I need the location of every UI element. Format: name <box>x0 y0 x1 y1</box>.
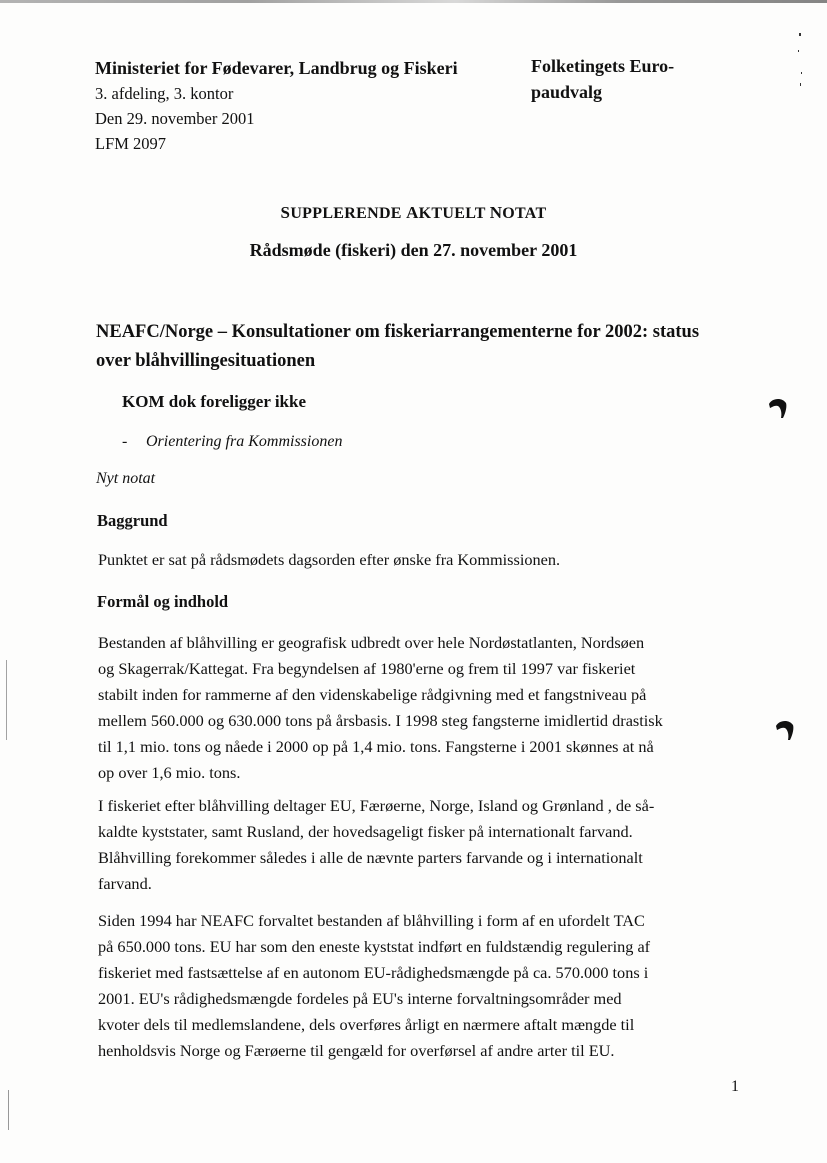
paragraph-line: til 1,1 mio. tons og nåede i 2000 op på 1,4 mio. tons. Fangsterne i 2001 skønnes at nå <box>98 737 654 756</box>
department: 3. afdeling, 3. kontor <box>95 84 234 103</box>
topic-line: over blåhvillingesituationen <box>96 351 316 371</box>
paragraph-3 <box>98 908 743 1064</box>
doc-type-cap: N <box>489 203 503 222</box>
baggrund-paragraph: Punktet er sat på rådsmødets dagsorden efter ønske fra Kommissionen. <box>98 550 561 569</box>
meeting-title: Rådsmøde (fiskeri) den 27. november 2001 <box>249 240 578 260</box>
doc-type-cap: A <box>406 203 419 222</box>
recipient-block <box>531 53 674 105</box>
sender-block <box>95 56 458 156</box>
orientation-item <box>122 433 342 451</box>
scan-edge-left-bottom <box>8 1090 9 1130</box>
scan-speck <box>801 72 802 74</box>
doc-type-cap: S <box>280 203 291 222</box>
ministry-name: Ministeriet for Fødevarer, Landbrug og Fiskeri <box>95 58 458 78</box>
scan-speck <box>798 50 799 52</box>
topic-heading <box>96 318 746 376</box>
scan-edge-left <box>6 660 7 740</box>
paragraph-line: Siden 1994 har NEAFC forvaltet bestanden af blåhvilling i form af en ufordelt TAC <box>98 911 645 930</box>
reference-number: LFM 2097 <box>95 134 167 153</box>
section-heading-baggrund: Baggrund <box>97 511 168 530</box>
document-date: Den 29. november 2001 <box>95 109 255 128</box>
paragraph-2 <box>98 793 743 897</box>
list-dash: - <box>122 433 128 450</box>
orientation-text: Orientering fra Kommissionen <box>146 433 343 450</box>
kom-document-status: KOM dok foreligger ikke <box>122 392 307 411</box>
recipient-line-2: paudvalg <box>531 82 603 102</box>
paragraph-line: kaldte kyststater, samt Rusland, der hovedsageligt fisker på internationalt farvand. <box>98 822 633 841</box>
paragraph-line: 2001. EU's rådighedsmængde fordeles på EU's interne forvaltningsområder med <box>98 989 622 1008</box>
punch-hole-mark <box>766 396 788 420</box>
paragraph-line: henholdsvis Norge og Færøerne til gengæld for overførsel af andre arter til EU. <box>98 1041 615 1060</box>
paragraph-line: farvand. <box>98 874 152 893</box>
paragraph-line: og Skagerrak/Kattegat. Fra begyndelsen af 1980'erne og frem til 1997 var fiskeriet <box>98 659 636 678</box>
paragraph-line: mellem 560.000 og 630.000 tons på årsbasis. I 1998 steg fangsterne imidlertid drastisk <box>98 711 663 730</box>
paragraph-line: stabilt inden for rammerne af den videnskabelige rådgivning med et fangstniveau på <box>98 685 647 704</box>
paragraph-line: Bestanden af blåhvilling er geografisk udbredt over hele Nordøstatlanten, Nordsøen <box>98 633 645 652</box>
scan-speck <box>799 33 801 36</box>
topic-line: NEAFC/Norge – Konsultationer om fiskeriarrangementerne for 2002: status <box>96 322 700 342</box>
paragraph-line: kvoter dels til medlemslandene, dels overføres årligt en nærmere aftalt mængde til <box>98 1015 635 1034</box>
paragraph-1 <box>98 630 743 786</box>
scan-edge-top <box>0 0 827 3</box>
punch-hole-mark <box>773 718 795 742</box>
doc-type-rest: KTUELT <box>418 205 490 222</box>
page-number: 1 <box>731 1078 739 1095</box>
doc-type-rest: OTAT <box>502 205 547 222</box>
paragraph-line: op over 1,6 mio. tons. <box>98 763 241 782</box>
section-heading-formaal: Formål og indhold <box>97 592 229 611</box>
new-note-label: Nyt notat <box>96 470 156 487</box>
paragraph-line: I fiskeriet efter blåhvilling deltager EU, Færøerne, Norge, Island og Grønland , de så- <box>98 796 655 815</box>
paragraph-line: fiskeriet med fastsættelse af en autonom EU-rådighedsmængde på ca. 570.000 tons i <box>98 963 649 982</box>
scan-speck <box>800 83 801 86</box>
doc-type-rest: UPPLERENDE <box>290 205 407 222</box>
paragraph-line: Blåhvilling forekommer således i alle de nævnte parters farvande og i internationalt <box>98 848 643 867</box>
recipient-line-1: Folketingets Euro- <box>531 56 675 76</box>
paragraph-line: på 650.000 tons. EU har som den eneste kyststat indført en fuldstændig regulering af <box>98 937 651 956</box>
document-type-title <box>0 203 827 223</box>
